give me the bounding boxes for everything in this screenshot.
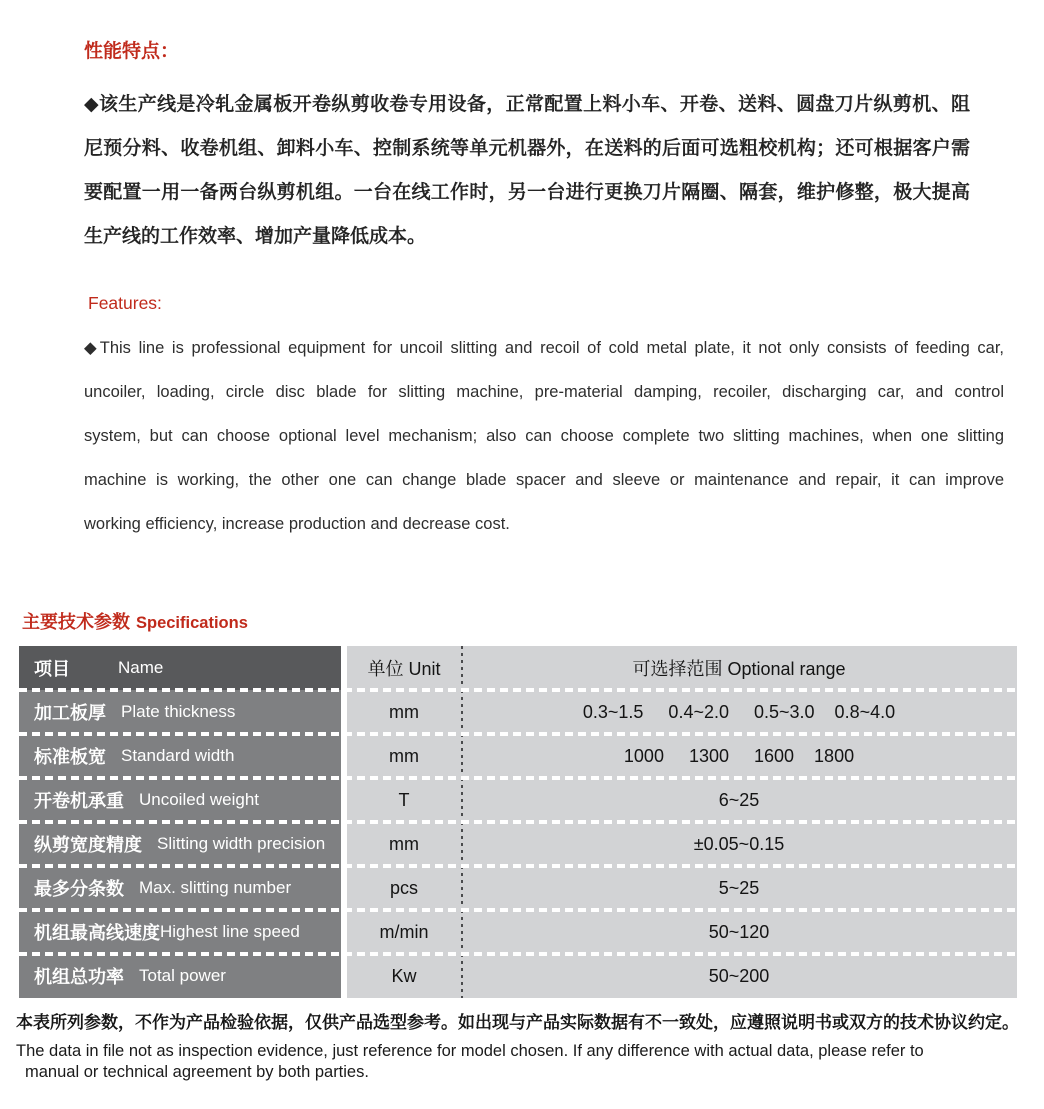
- row-label-en: Max. slitting number: [139, 878, 292, 897]
- row-range-cell: ±0.05~0.15: [461, 822, 1017, 866]
- row-unit-cell: Kw: [347, 954, 461, 998]
- row-range-cell: 0.3~1.5 0.4~2.0 0.5~3.0 0.8~4.0: [461, 690, 1017, 734]
- row-label-en: Plate thickness: [121, 702, 236, 721]
- table-row: [19, 866, 1017, 910]
- paragraph-line: machine is working, the other one can change blade spacer and sleeve or maintenance and repair, it can improve: [84, 471, 1004, 489]
- row-label-zh: 机组最高线速度: [34, 923, 160, 943]
- row-range-cell: 50~200: [461, 954, 1017, 998]
- row-label-en: Standard width: [121, 746, 235, 765]
- row-unit-cell: T: [347, 778, 461, 822]
- disclaimer-en-line: The data in file not as inspection evidence, just reference for model chosen. If any difference with actual data, please refer to: [16, 1042, 924, 1060]
- row-unit-cell: m/min: [347, 910, 461, 954]
- table-row: [19, 734, 1017, 778]
- row-label-en: Uncoiled weight: [139, 790, 260, 809]
- row-range-cell: 50~120: [461, 910, 1017, 954]
- specifications-table: [19, 646, 1017, 998]
- row-unit-cell: mm: [347, 822, 461, 866]
- row-unit-cell: mm: [347, 690, 461, 734]
- table-row: [19, 822, 1017, 866]
- table-row: [19, 778, 1017, 822]
- specifications-heading: [22, 608, 1044, 634]
- table-row: [19, 690, 1017, 734]
- paragraph-line: 尼预分料、收卷机组、卸料小车、控制系统等单元机器外，在送料的后面可选粗校机构；还可根据客户需: [84, 138, 970, 159]
- row-label-zh: 机组总功率: [34, 967, 124, 987]
- disclaimer-zh: 本表所列参数，不作为产品检验依据，仅供产品选型参考。如出现与产品实际数据有不一致处，应遵照说明书或双方的技术协议约定。: [16, 1013, 1019, 1032]
- row-name-cell: [19, 778, 341, 822]
- row-unit-cell: mm: [347, 734, 461, 778]
- row-label-zh: 标准板宽: [34, 747, 106, 767]
- paragraph-line: uncoiler, loading, circle disc blade for slitting machine, pre-material damping, recoiler, discharging car, and control: [84, 383, 1004, 401]
- disclaimer-footer: [16, 1011, 1044, 1083]
- disclaimer-en-line: manual or technical agreement by both parties.: [25, 1063, 369, 1081]
- paragraph-line: system, but can choose optional level mechanism; also can choose complete two slitting machines, when one slitting: [84, 427, 1004, 445]
- specifications-heading-zh: 主要技术参数: [22, 612, 130, 632]
- specifications-heading-en: Specifications: [136, 614, 248, 632]
- performance-features-heading: 性能特点：: [84, 41, 180, 62]
- row-label-en: Total power: [139, 966, 226, 985]
- header-cell-name: [19, 646, 341, 690]
- row-name-cell: [19, 690, 341, 734]
- row-name-cell: [19, 866, 341, 910]
- table-row: [19, 910, 1017, 954]
- paragraph-line: ◆该生产线是冷轧金属板开卷纵剪收卷专用设备，正常配置上料小车、开卷、送料、圆盘刀片纵剪机、阻: [84, 94, 970, 115]
- row-label-zh: 加工板厚: [34, 703, 106, 723]
- row-name-cell: [19, 822, 341, 866]
- paragraph-line: 生产线的工作效率、增加产量降低成本。: [84, 226, 427, 247]
- performance-paragraph: [84, 83, 970, 259]
- header-name-zh: 项目: [34, 659, 70, 679]
- row-label-en: Slitting width precision: [157, 834, 326, 853]
- paragraph-line: 要配置一用一备两台纵剪机组。一台在线工作时，另一台进行更换刀片隔圈、隔套，维护修整，极大提高: [84, 182, 970, 203]
- features-paragraph: [84, 326, 1004, 546]
- table-header-row: [19, 646, 1017, 690]
- row-range-cell: 1000 1300 1600 1800: [461, 734, 1017, 778]
- disclaimer-en: [16, 1041, 1044, 1083]
- features-heading: Features:: [88, 293, 162, 313]
- row-label-zh: 纵剪宽度精度: [34, 835, 142, 855]
- row-label-zh: 开卷机承重: [34, 791, 124, 811]
- row-name-cell: [19, 734, 341, 778]
- row-unit-cell: pcs: [347, 866, 461, 910]
- row-label-en: Highest line speed: [160, 922, 300, 941]
- row-range-cell: 5~25: [461, 866, 1017, 910]
- table-row: [19, 954, 1017, 998]
- row-name-cell: [19, 910, 341, 954]
- row-range-cell: 6~25: [461, 778, 1017, 822]
- paragraph-line: ◆This line is professional equipment for uncoil slitting and recoil of cold metal plate, it not only consists of feeding car,: [84, 339, 1004, 357]
- row-label-zh: 最多分条数: [34, 879, 124, 899]
- header-name-en: Name: [118, 658, 164, 677]
- header-cell-unit: 单位 Unit: [347, 646, 461, 690]
- row-name-cell: [19, 954, 341, 998]
- header-cell-range: 可选择范围 Optional range: [461, 646, 1017, 690]
- paragraph-line: working efficiency, increase production and decrease cost.: [84, 515, 510, 533]
